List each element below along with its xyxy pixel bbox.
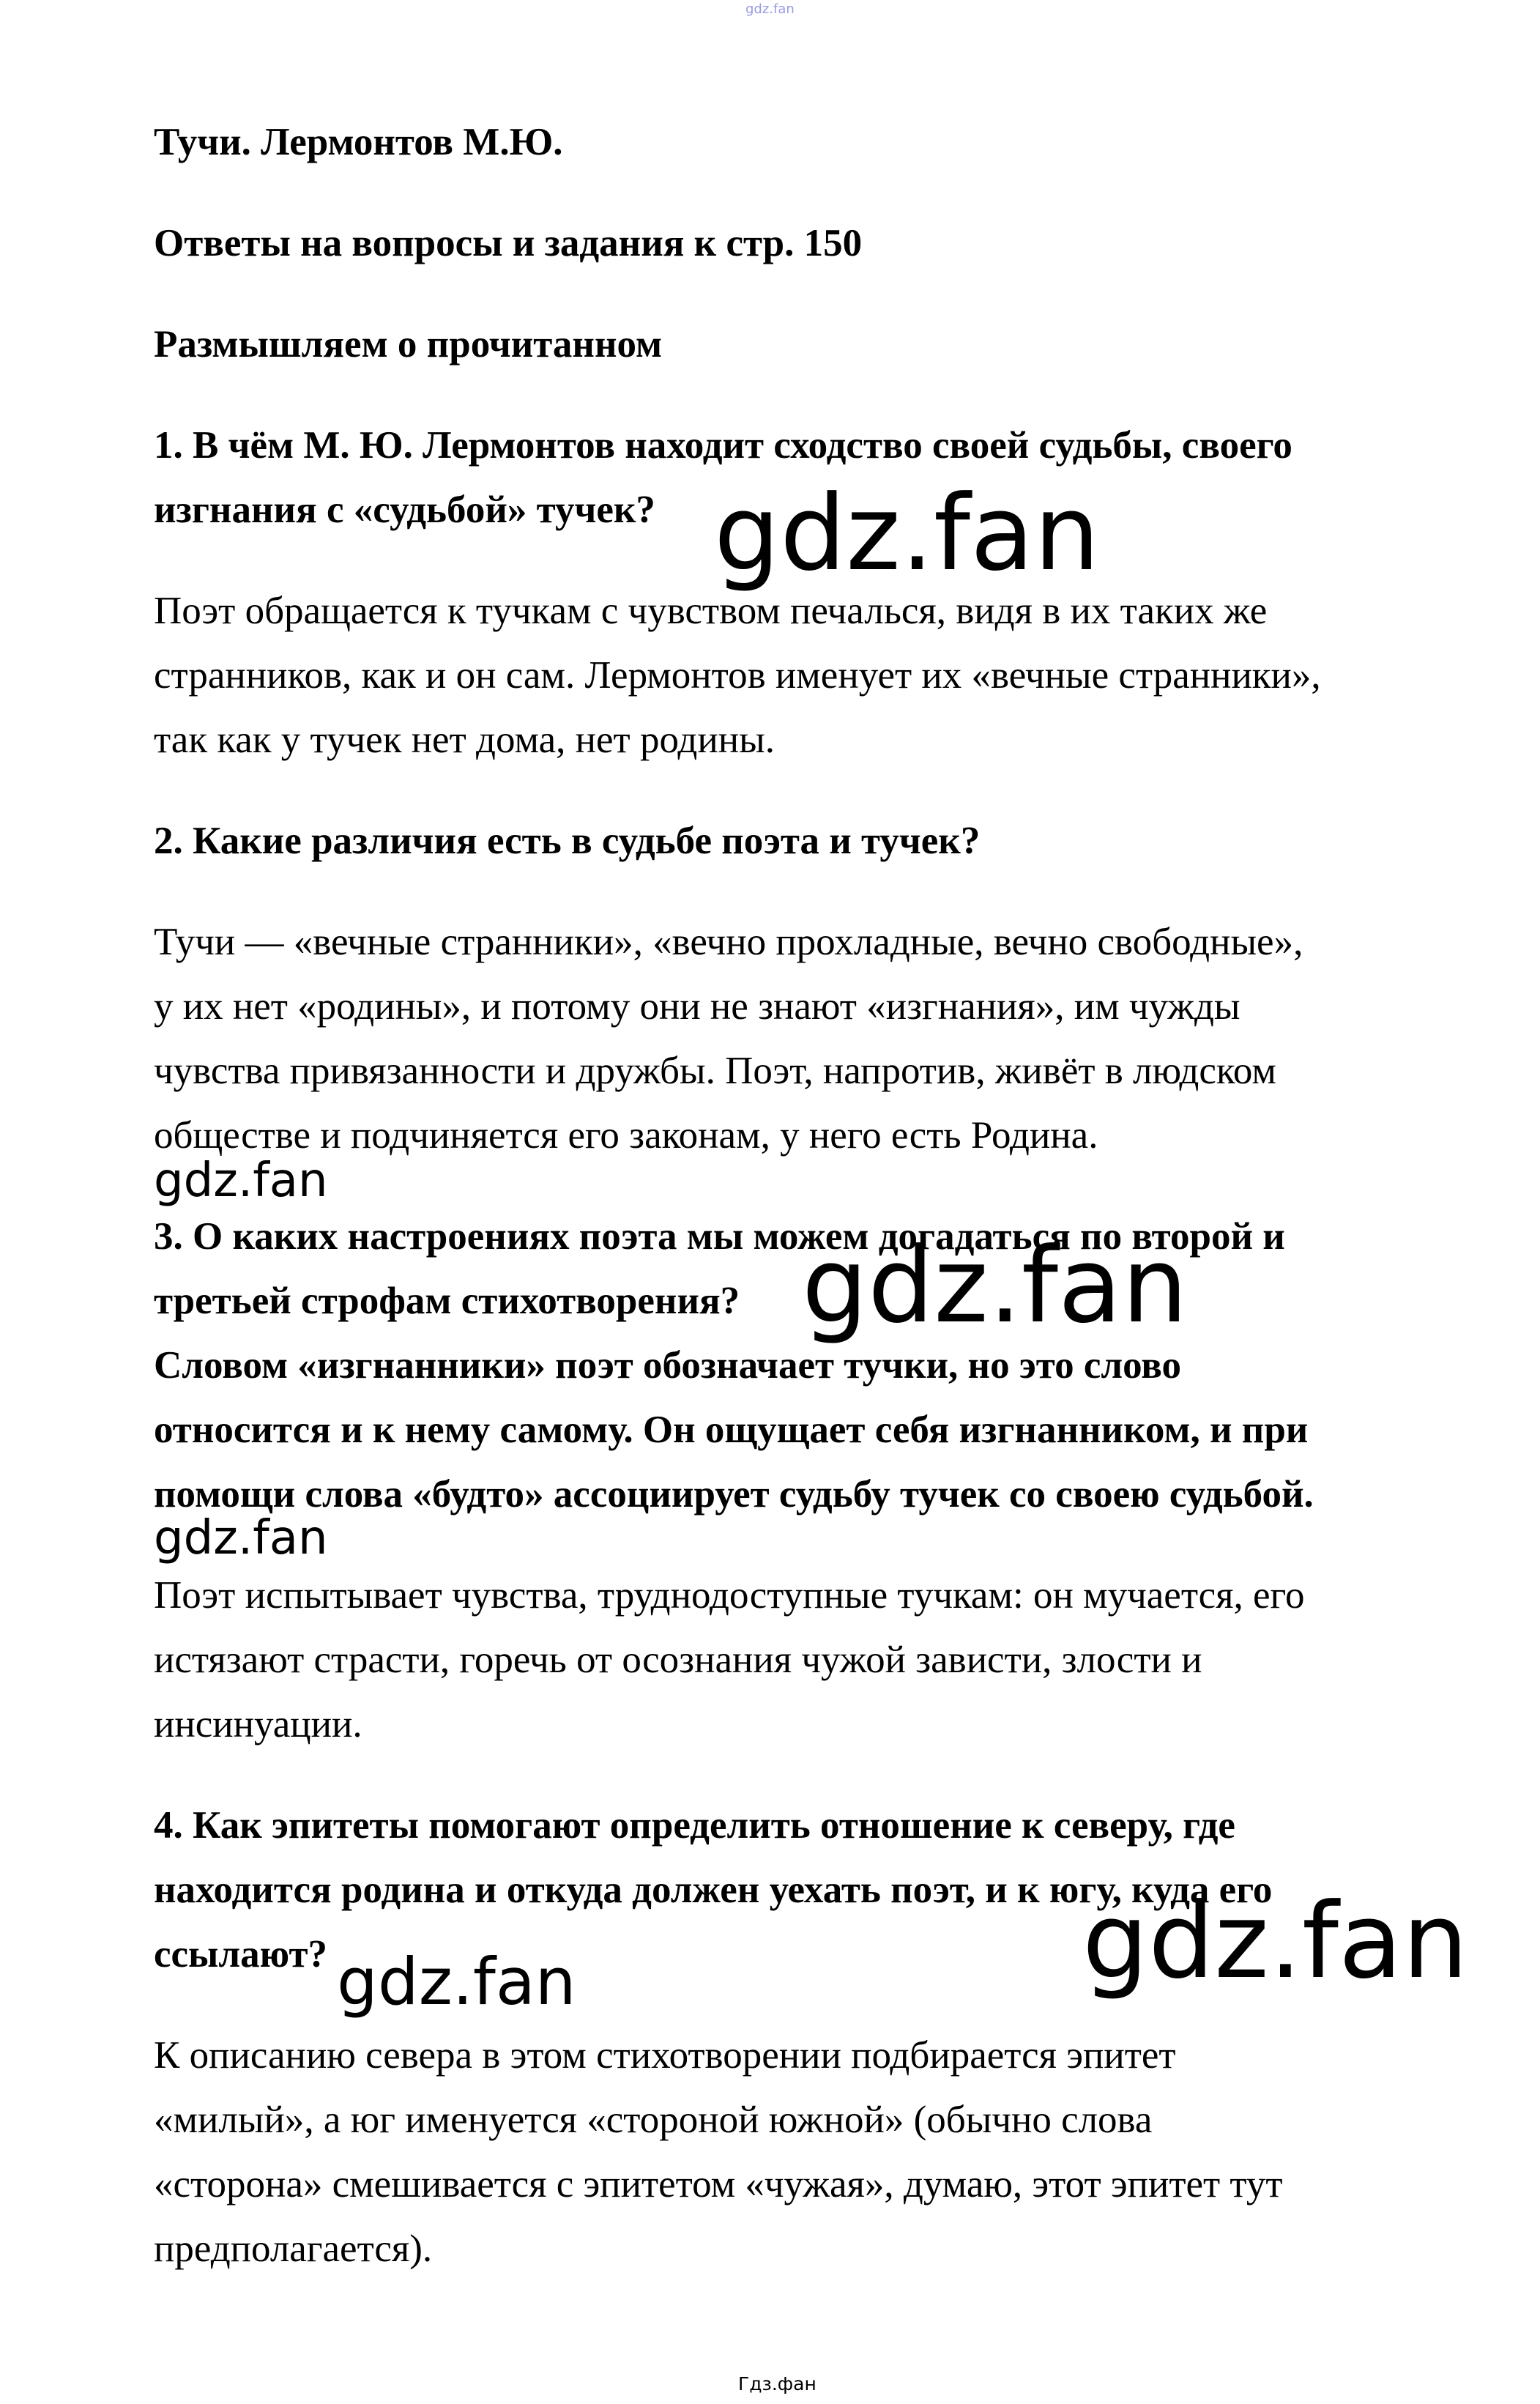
answer-line: «сторона» смешивается с эпитетом «чужая», думаю, этот эпитет тут (154, 2163, 1283, 2205)
answer-line: обществе и подчиняется его законам, у него есть Родина. (154, 1114, 1098, 1157)
answer-line: у их нет «родины», и потому они не знают «изгнания», им чужды (154, 985, 1240, 1028)
page-subtitle: Ответы на вопросы и задания к стр. 150 (154, 222, 863, 264)
answer-line: предполагается). (154, 2227, 433, 2270)
answer-line: К описанию севера в этом стихотворении подбирается эпитет (154, 2034, 1176, 2077)
question-line: 1. В чём М. Ю. Лермонтов находит сходство своей судьбы, своего (154, 424, 1292, 467)
answer-line: Поэт испытывает чувства, труднодоступные тучкам: он мучается, его (154, 1574, 1305, 1617)
watermark: gdz.fan (154, 1511, 328, 1565)
question-line: 2. Какие различия есть в судьбе поэта и тучек? (154, 820, 981, 862)
question-line: изгнания с «судьбой» тучек? (154, 489, 655, 531)
watermark: gdz.fan (337, 1944, 576, 2019)
question-line: ссылают? (154, 1933, 327, 1975)
footer-mark: Гдз.фан (738, 2373, 817, 2394)
answer-line: истязают страсти, горечь от осознания чужой зависти, злости и (154, 1639, 1202, 1681)
section-heading: Размышляем о прочитанном (154, 323, 663, 366)
watermark: gdz.fan (802, 1225, 1188, 1346)
question-line: 3. О каких настроениях поэта мы можем догадаться по второй и (154, 1215, 1285, 1258)
question-line: Словом «изгнанники» поэт обозначает тучки, но это слово (154, 1344, 1182, 1387)
question-block-2 (154, 809, 1472, 1168)
question-line: относится и к нему самому. Он ощущает себя изгнанником, и при (154, 1409, 1309, 1451)
answer-line: инсинуации. (154, 1703, 362, 1746)
question-line: помощи слова «будто» ассоциирует судьбу тучек со своею судьбой. (154, 1473, 1314, 1516)
answer-line: Поэт обращается к тучкам с чувством печалься, видя в их таких же (154, 590, 1268, 632)
question-line: находится родина и откуда должен уехать поэт, и к югу, куда его (154, 1869, 1273, 1911)
answer-line: «милый», а юг именуется «стороной южной» (обычно слова (154, 2099, 1153, 2141)
question-line: 4. Как эпитеты помогают определить отношение к северу, где (154, 1804, 1235, 1847)
page-title: Тучи. Лермонтов М.Ю. (154, 121, 563, 163)
answer-line: чувства привязанности и дружбы. Поэт, напротив, живёт в людском (154, 1050, 1276, 1092)
answer-line: Тучи — «вечные странники», «вечно прохладные, вечно свободные», (154, 921, 1303, 963)
watermark: gdz.fan (714, 473, 1100, 594)
question-line: третьей строфам стихотворения? (154, 1280, 740, 1322)
header-mark: gdz.fan (745, 1, 795, 17)
answer-line: так как у тучек нет дома, нет родины. (154, 719, 775, 761)
watermark: gdz.fan (154, 1154, 328, 1208)
watermark: gdz.fan (1082, 1881, 1468, 2002)
question-block-4 (154, 1793, 1472, 2281)
answer-line: странников, как и он сам. Лермонтов именует их «вечные странники», (154, 654, 1321, 697)
